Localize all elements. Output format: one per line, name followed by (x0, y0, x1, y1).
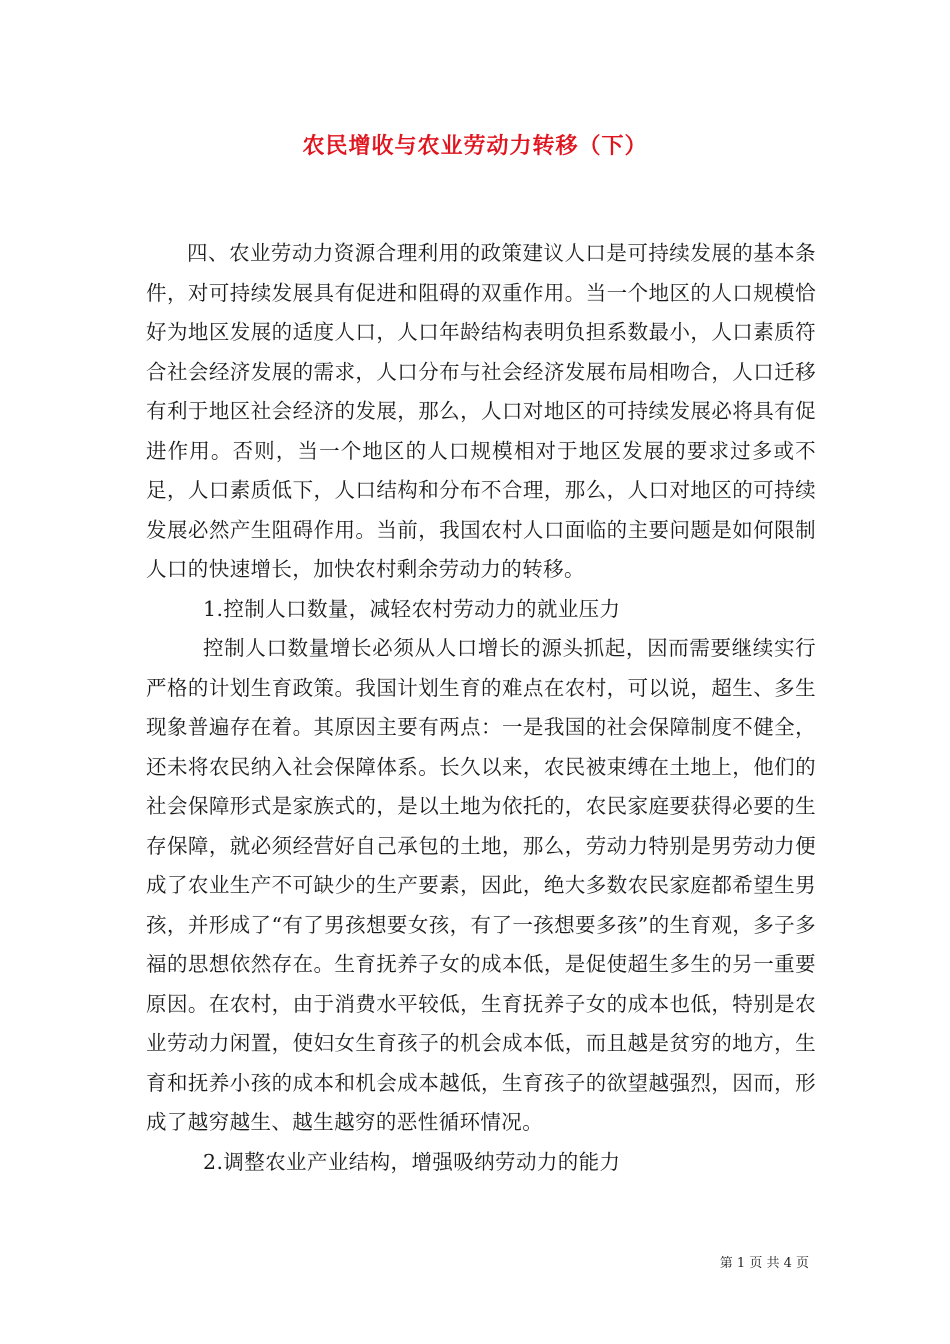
section-heading-1: 1.控制人口数量，减轻农村劳动力的就业压力 (203, 596, 621, 621)
section-heading-2: 2.调整农业产业结构，增强吸纳劳动力的能力 (203, 1149, 621, 1174)
paragraph-intro: 四、农业劳动力资源合理利用的政策建议人口是可持续发展的基本条件，对可持续发展具有促进和阻碍的双重作用。当一个地区的人口规模恰好为地区发展的适度人口，人口年龄结构表明负担系数最小，人口素质符合社会经济发展的需求，人口分布与社会经济发展布局相吻合，人口迁移有利于地区社会经济的发展，那么，人口对地区的可持续发展必将具有促进作用。否则，当一个地区的人口规模相对于地区发展的要求过多或不足，人口素质低下，人口结构和分布不合理，那么，人口对地区的可持续发展必然产生阻碍作用。当前，我国农村人口面临的主要问题是如何限制人口的快速增长，加快农村剩余劳动力的转移。 (146, 241, 816, 581)
paragraph-population-control: 控制人口数量增长必须从人口增长的源头抓起，因而需要继续实行严格的计划生育政策。我国计划生育的难点在农村，可以说，超生、多生现象普遍存在着。其原因主要有两点：一是我国的社会保障制度不健全，还未将农民纳入社会保障体系。长久以来，农民被束缚在土地上，他们的社会保障形式是家族式的，是以土地为依托的，农民家庭要获得必要的生存保障，就必须经营好自己承包的土地，那么，劳动力特别是男劳动力便成了农业生产不可缺少的生产要素，因此，绝大多数农民家庭都希望生男孩，并形成了“有了男孩想要女孩，有了一孩想要多孩”的生育观，多子多福的思想依然存在。生育抚养子女的成本低，是促使超生多生的另一重要原因。在农村，由于消费水平较低，生育抚养子女的成本也低，特别是农业劳动力闲置，使妇女生育孩子的机会成本低，而且越是贫穷的地方，生育和抚养小孩的成本和机会成本越低，生育孩子的欲望越强烈，因而，形成了越穷越生、越生越穷的恶性循环情况。 (146, 636, 816, 1134)
document-title: 农民增收与农业劳动力转移（下） (302, 133, 648, 159)
document-body (146, 234, 816, 1182)
page-number: 第 1 页 共 4 页 (719, 1256, 809, 1271)
